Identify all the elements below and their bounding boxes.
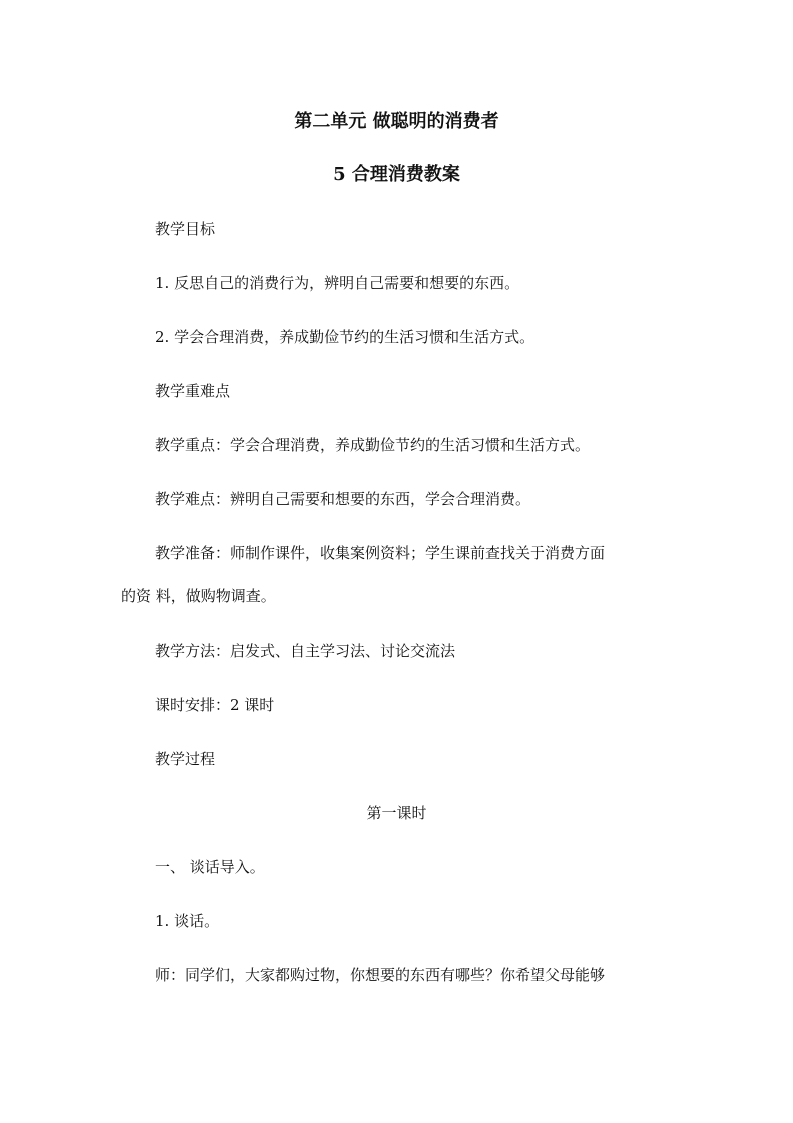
step-1-1-text: 1. 谈话。 [155, 912, 220, 930]
document-title: 第二单元 做聪明的消费者 [294, 111, 499, 132]
step-1-heading: 一、 谈话导入。 [155, 858, 265, 876]
teacher-dialogue-text: 师：同学们，大家都购过物，你想要的东西有哪些？你希望父母能够 [155, 966, 606, 984]
document-subtitle: 5 合理消费教案 [333, 164, 460, 185]
preparation-text-line-2: 的资 料，做购物调查。 [121, 587, 276, 605]
process-heading: 教学过程 [155, 750, 216, 768]
schedule-text: 课时安排：2 课时 [155, 696, 275, 714]
key-points-heading: 教学重难点 [155, 382, 231, 400]
key-point-text: 教学重点：学会合理消费，养成勤俭节约的生活习惯和生活方式。 [155, 436, 591, 454]
goal-item-2: 2. 学会合理消费，养成勤俭节约的生活习惯和生活方式。 [155, 328, 535, 346]
difficult-point-text: 教学难点：辨明自己需要和想要的东西，学会合理消费。 [155, 490, 531, 508]
goal-item-1: 1. 反思自己的消费行为，辨明自己需要和想要的东西。 [155, 274, 520, 292]
lesson-heading: 第一课时 [366, 804, 427, 822]
preparation-text-line-1: 教学准备：师制作课件，收集案例资料；学生课前查找关于消费方面 [155, 544, 606, 562]
methods-text: 教学方法：启发式、自主学习法、讨论交流法 [155, 642, 456, 660]
goals-heading: 教学目标 [155, 220, 216, 238]
